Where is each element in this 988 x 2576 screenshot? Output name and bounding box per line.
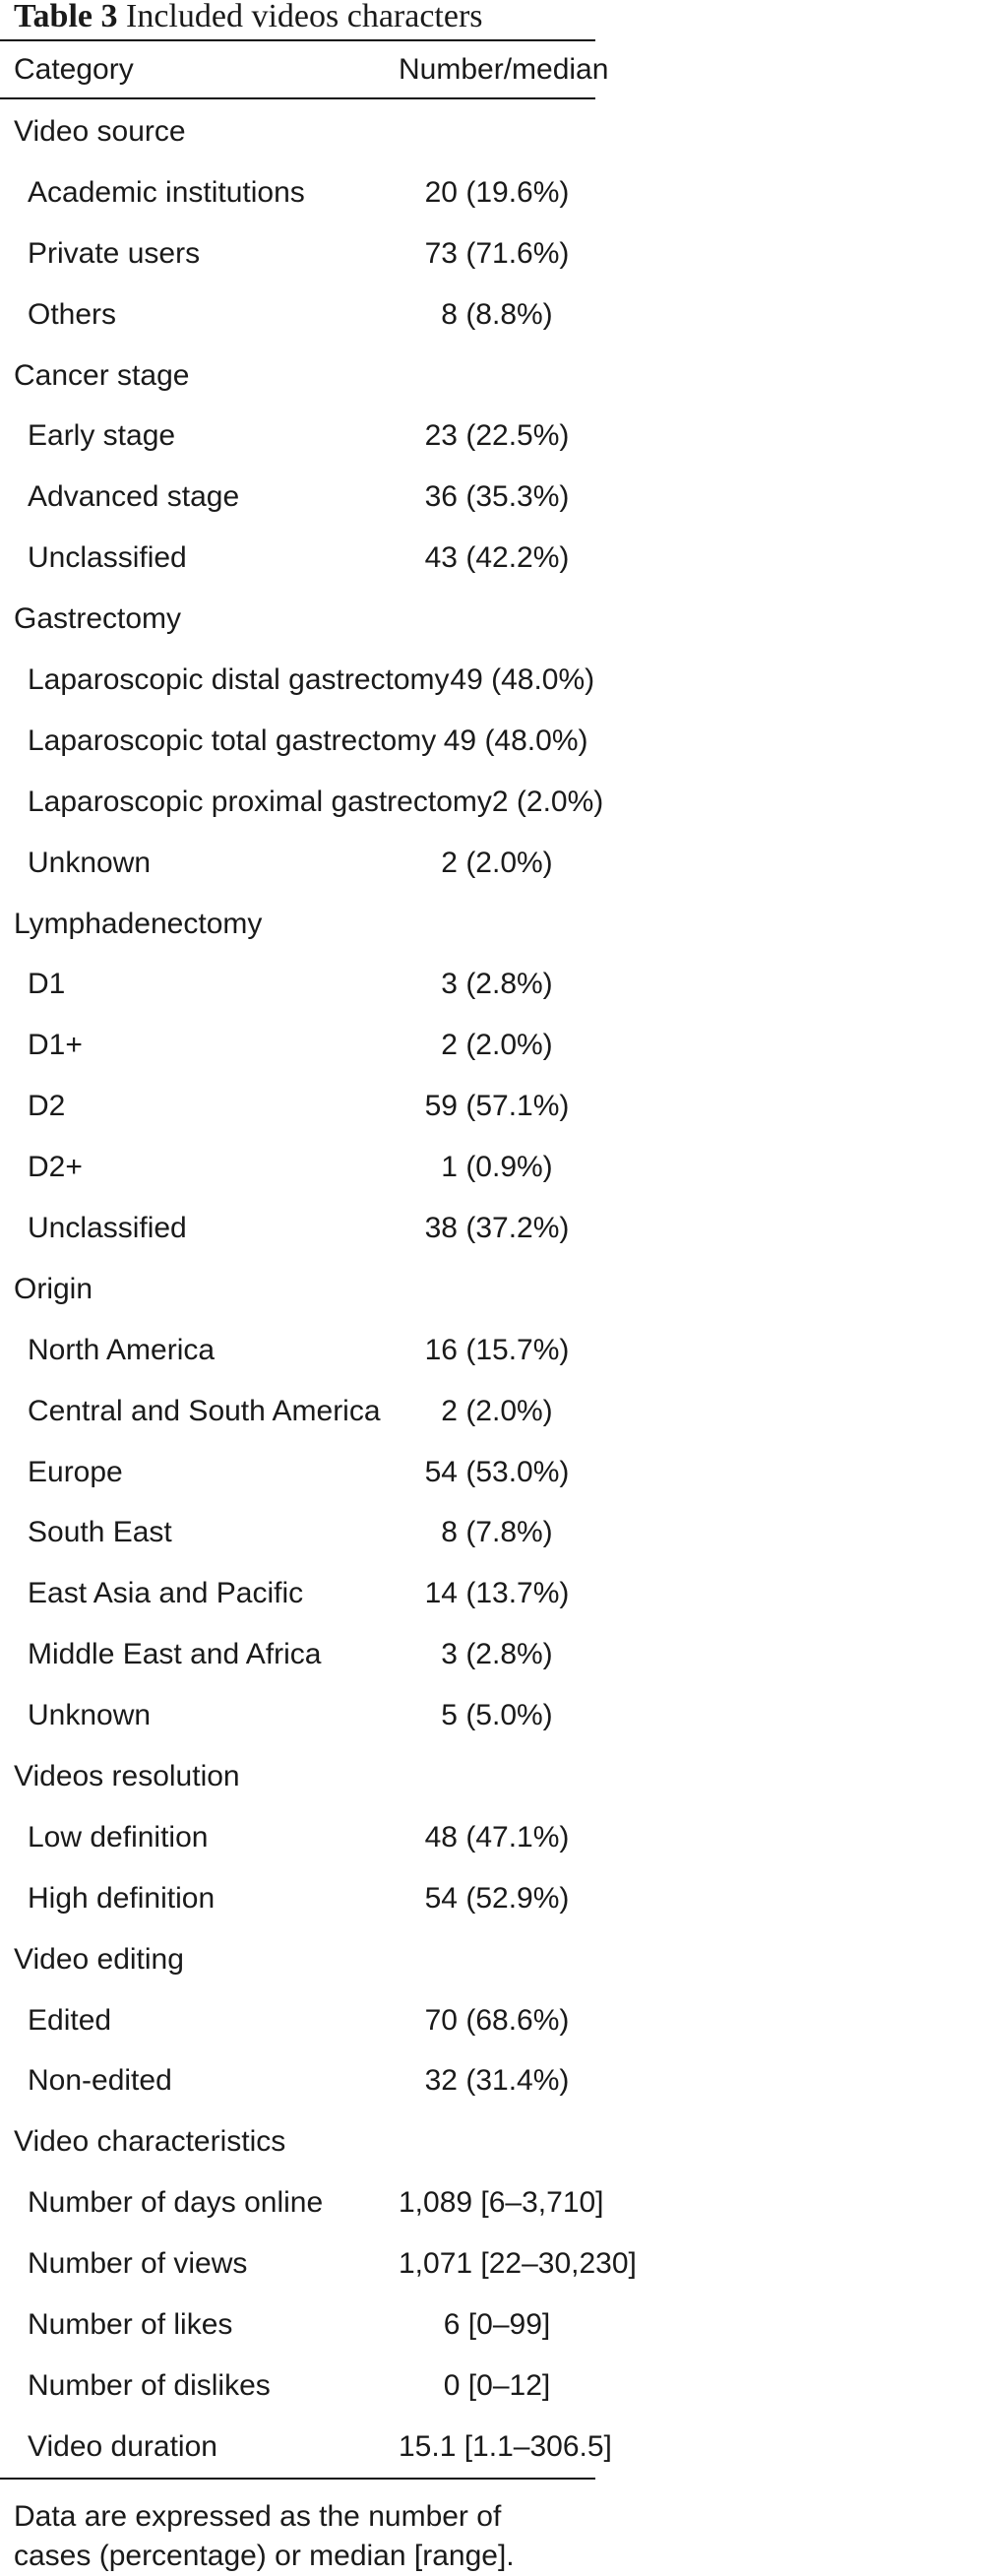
row-label: D1 [28, 968, 66, 1001]
row-label: High definition [28, 1881, 216, 1915]
row-value: 8 (8.8%) [441, 297, 553, 331]
table-caption [0, 0, 595, 39]
table-footnote: Data are expressed as the number of cases (percentage) or median [range]. [14, 2499, 515, 2572]
table-row [0, 2051, 595, 2112]
table-row [0, 2417, 612, 2478]
row-label: Laparoscopic total gastrectomy [28, 723, 437, 757]
table-row [0, 2233, 637, 2294]
row-label: Unknown [28, 1699, 152, 1732]
table-row [0, 772, 604, 833]
row-label: Number of dislikes [28, 2368, 271, 2402]
table-row [0, 1137, 595, 1198]
row-value: 8 (7.8%) [441, 1516, 553, 1549]
group-label: Lymphadenectomy [14, 907, 263, 940]
row-value: 38 (37.2%) [424, 1211, 570, 1244]
table-row [0, 1624, 595, 1685]
row-value: 23 (22.5%) [424, 419, 570, 453]
row-value: 49 (48.0%) [443, 723, 588, 757]
table-row [0, 833, 595, 894]
table-group-row [0, 1929, 595, 1990]
row-label: Non-edited [28, 2064, 172, 2098]
table-row [0, 650, 595, 711]
group-label: Video characteristics [14, 2125, 286, 2159]
table-header [0, 41, 609, 97]
row-value: 16 (15.7%) [424, 1333, 570, 1366]
table-group-row [0, 346, 595, 407]
table-row [0, 1442, 595, 1503]
table-row [0, 1807, 595, 1868]
row-label: D2 [28, 1090, 66, 1123]
row-label: South East [28, 1516, 172, 1549]
row-value: 15.1 [1.1–306.5] [399, 2429, 612, 2463]
table-row [0, 284, 595, 346]
row-value: 48 (47.1%) [424, 1820, 570, 1853]
group-label: Videos resolution [14, 1759, 240, 1792]
row-label: East Asia and Pacific [28, 1577, 304, 1610]
table-row [0, 467, 595, 528]
row-label: Middle East and Africa [28, 1638, 322, 1671]
header-value: Number/median [399, 52, 609, 86]
table-row [0, 1320, 595, 1381]
row-value: 54 (53.0%) [424, 1455, 570, 1488]
table-group-row [0, 1746, 595, 1807]
row-label: Early stage [28, 419, 176, 453]
row-label: D2+ [28, 1151, 83, 1184]
table-row [0, 1990, 595, 2051]
table-number: Table 3 [14, 0, 118, 34]
row-label: Unknown [28, 846, 152, 879]
row-value: 73 (71.6%) [424, 236, 570, 270]
table-row [0, 1868, 595, 1929]
group-label: Cancer stage [14, 358, 190, 392]
row-label: Unclassified [28, 1211, 187, 1244]
row-label: Number of days online [28, 2186, 324, 2220]
row-value: 70 (68.6%) [424, 2003, 570, 2037]
table-row [0, 2356, 595, 2417]
table-row [0, 954, 595, 1015]
row-label: Private users [28, 236, 201, 270]
table-row [0, 1015, 595, 1076]
row-label: Others [28, 297, 117, 331]
row-value: 43 (42.2%) [424, 541, 570, 575]
row-value: 54 (52.9%) [424, 1881, 570, 1915]
row-value: 6 [0–99] [443, 2308, 551, 2341]
row-value: 20 (19.6%) [424, 175, 570, 209]
row-label: Number of views [28, 2247, 248, 2281]
row-label: Low definition [28, 1820, 209, 1853]
table-row [0, 1502, 595, 1563]
row-value: 2 (2.0%) [441, 846, 553, 879]
group-label: Gastrectomy [14, 602, 182, 636]
table-row [0, 528, 595, 589]
table-row [0, 1381, 595, 1442]
table-row [0, 223, 595, 284]
row-value: 2 (2.0%) [491, 785, 604, 818]
table-row [0, 406, 595, 467]
group-label: Video editing [14, 1942, 184, 1976]
table-group-row [0, 589, 595, 650]
table-row [0, 2172, 604, 2233]
row-label: Europe [28, 1455, 123, 1488]
table-row [0, 711, 595, 772]
header-category: Category [14, 52, 134, 86]
table-row [0, 1076, 595, 1137]
row-value: 14 (13.7%) [424, 1577, 570, 1610]
table-row [0, 162, 595, 223]
row-value: 36 (35.3%) [424, 480, 570, 514]
row-label: Academic institutions [28, 175, 305, 209]
group-label: Origin [14, 1272, 93, 1305]
row-value: 2 (2.0%) [441, 1029, 553, 1062]
row-value: 32 (31.4%) [424, 2064, 570, 2098]
row-value: 3 (2.8%) [441, 968, 553, 1001]
row-label: Number of likes [28, 2308, 233, 2341]
table-row [0, 1198, 595, 1259]
row-label: Laparoscopic distal gastrectomy [28, 662, 450, 696]
row-value: 0 [0–12] [443, 2368, 551, 2402]
table-group-row [0, 894, 595, 955]
row-value: 2 (2.0%) [441, 1394, 553, 1427]
row-label: Unclassified [28, 541, 187, 575]
table-body [0, 99, 637, 2478]
group-label: Video source [14, 114, 186, 148]
row-value: 1 (0.9%) [441, 1151, 553, 1184]
row-label: Central and South America [28, 1394, 381, 1427]
table-row [0, 1685, 595, 1746]
row-label: Edited [28, 2003, 112, 2037]
row-value: 1,089 [6–3,710] [399, 2186, 604, 2220]
table-title: Included videos characters [126, 0, 483, 34]
row-value: 59 (57.1%) [424, 1090, 570, 1123]
table-row [0, 2294, 595, 2356]
table-group-row [0, 1259, 595, 1320]
row-label: Video duration [28, 2429, 217, 2463]
row-value: 5 (5.0%) [441, 1699, 553, 1732]
row-value: 3 (2.8%) [441, 1638, 553, 1671]
row-label: Advanced stage [28, 480, 240, 514]
row-label: Laparoscopic proximal gastrectomy [28, 785, 492, 818]
table-group-row [0, 101, 595, 162]
table-row [0, 1563, 595, 1624]
row-label: North America [28, 1333, 216, 1366]
row-value: 49 (48.0%) [450, 662, 595, 696]
table-group-row [0, 2111, 595, 2172]
row-label: D1+ [28, 1029, 83, 1062]
row-value: 1,071 [22–30,230] [399, 2247, 637, 2281]
